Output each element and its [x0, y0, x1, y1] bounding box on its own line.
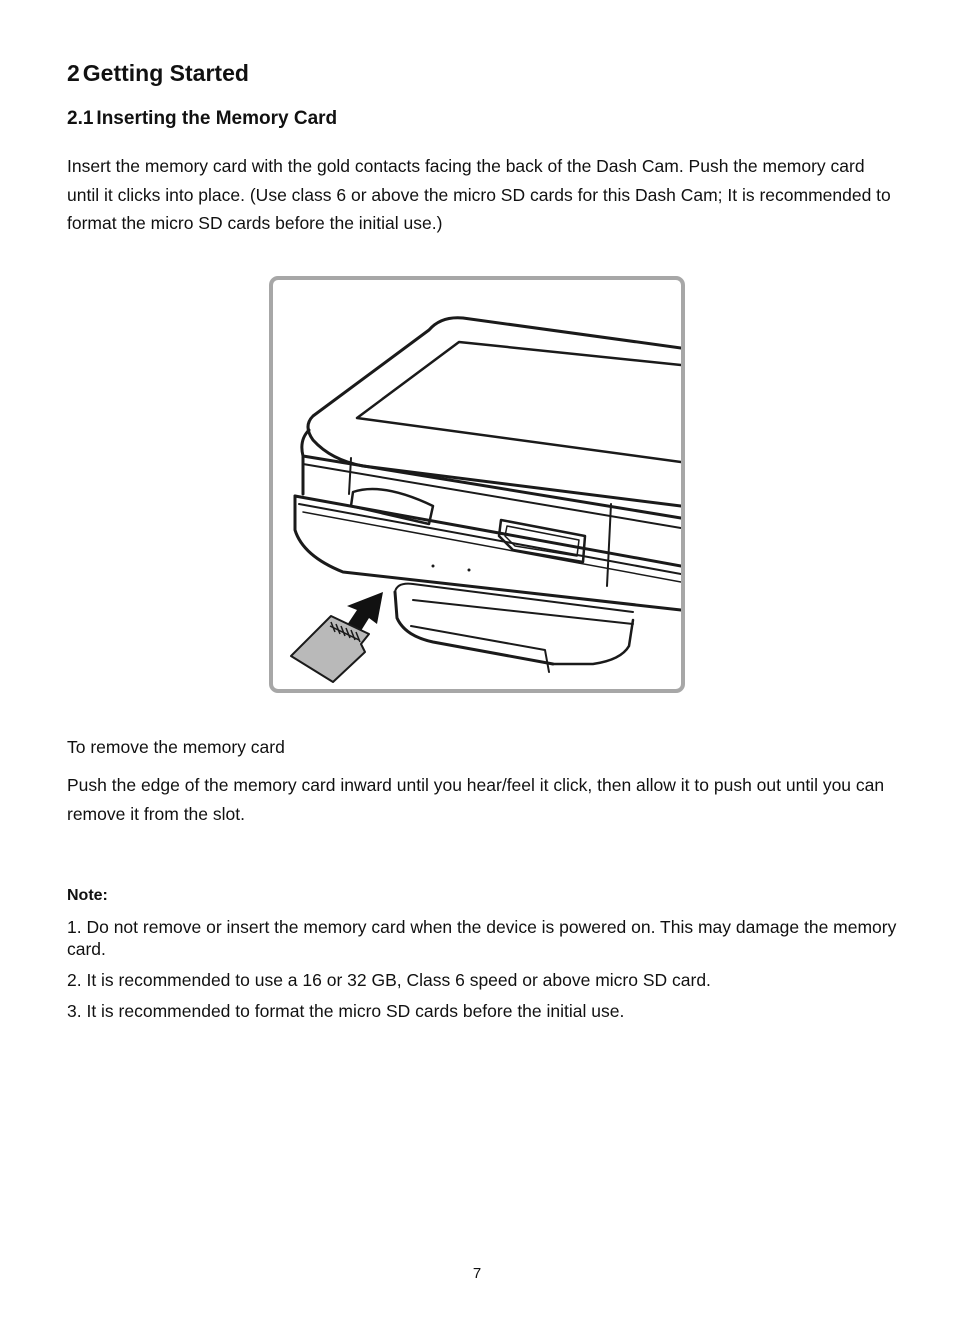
remove-title: To remove the memory card	[67, 737, 285, 757]
remove-instructions: Push the edge of the memory card inward until you hear/feel it click, then allow it to push out until you can remove it from the slot.	[67, 775, 885, 824]
intro-paragraph: Insert the memory card with the gold contacts facing the back of the Dash Cam. Push the memory card until it clicks into place. (Use class 6 or above the micro SD cards for this Dash Cam; It is recommended to format the micro SD cards before the initial use.)	[67, 156, 891, 233]
device-dot-2	[468, 569, 471, 572]
mount-top-edge	[413, 600, 633, 624]
mount-right	[553, 620, 633, 664]
note-label: Note:	[67, 887, 108, 904]
device-rim-line	[303, 464, 681, 528]
note-item-1: 1. Do not remove or insert the memory card when the device is powered on. This may damage the memory card.	[67, 917, 897, 959]
note-item-3: 3. It is recommended to format the micro SD cards before the initial use.	[67, 1001, 625, 1021]
device-screen	[357, 342, 681, 462]
section-number: 2	[67, 60, 80, 86]
section-heading	[67, 60, 249, 87]
subsection-heading	[67, 108, 337, 130]
dash-cam-diagram	[273, 280, 681, 689]
page-number: 7	[472, 1265, 482, 1282]
mount-rim	[395, 584, 633, 612]
subsection-number: 2.1	[67, 108, 94, 129]
note-item-2: 2. It is recommended to use a 16 or 32 GB, Class 6 speed or above micro SD card.	[67, 970, 711, 990]
device-middle-band-2	[299, 504, 681, 574]
memory-card-insertion-illustration	[269, 276, 685, 693]
mount-front	[411, 626, 549, 672]
subsection-title: Inserting the Memory Card	[96, 108, 338, 129]
section-title: Getting Started	[82, 60, 249, 86]
device-middle-band-3	[303, 512, 681, 582]
device-dot-1	[432, 565, 435, 568]
